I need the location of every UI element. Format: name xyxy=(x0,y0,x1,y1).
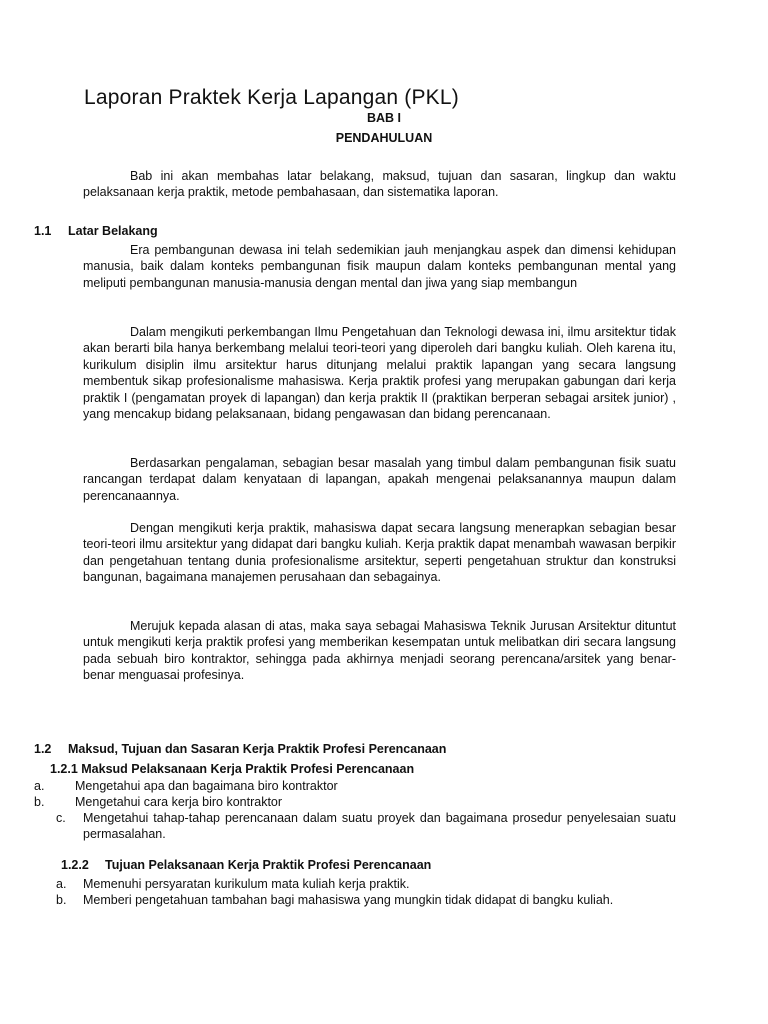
document-title: Laporan Praktek Kerja Lapangan (PKL) xyxy=(84,86,459,109)
section-title: Latar Belakang xyxy=(68,224,158,238)
list-item xyxy=(56,810,676,843)
list-item-text: Mengetahui apa dan bagaimana biro kontraktor xyxy=(75,779,338,793)
section-title: Maksud, Tujuan dan Sasaran Kerja Praktik Profesi Perencanaan xyxy=(68,742,447,756)
list-item xyxy=(56,892,676,908)
section-number: 1.2.2 xyxy=(61,858,89,872)
paragraph-4: Dengan mengikuti kerja praktik, mahasiswa dapat secara langsung menerapkan sebagian besar teori-teori ilmu arsitektur yang didapat dari bangku kuliah. Kerja praktik dapat menambah wawasan berpikir dan pengetahuan tentang dunia profesionalisme arsitektur, seperti pengetahuan struktur dan konstruksi bangunan, bagaimana manajemen perusahaan dan sebagainya. xyxy=(83,521,676,585)
list-item-text: Mengetahui cara kerja biro kontraktor xyxy=(75,795,283,809)
section-number: 1.2 xyxy=(34,742,52,756)
list-item xyxy=(56,876,676,892)
list-item-text: Memberi pengetahuan tambahan bagi mahasiswa yang mungkin tidak didapat di bangku kuliah. xyxy=(83,893,614,907)
section-title: Tujuan Pelaksanaan Kerja Praktik Profesi Perencanaan xyxy=(105,858,432,872)
list-item xyxy=(34,778,676,794)
intro-paragraph: Bab ini akan membahas latar belakang, maksud, tujuan dan sasaran, lingkup dan waktu pelaksanaan kerja praktik, metode pembahasaan, dan sistematika laporan. xyxy=(83,169,676,200)
paragraph-5: Merujuk kepada alasan di atas, maka saya sebagai Mahasiswa Teknik Jurusan Arsitektur dituntut untuk mengikuti kerja praktik profesi yang memberikan kesempatan untuk melibatkan diri secara langsung pada sebuah biro kontraktor, sehingga pada akhirnya menjadi seorang perencana/arsitek yang benar-benar menguasai profesinya. xyxy=(83,619,676,683)
chapter-number: BAB I xyxy=(366,111,402,125)
list-item-text: Memenuhi persyaratan kurikulum mata kuliah kerja praktik. xyxy=(83,877,410,891)
section-1-1-heading xyxy=(34,224,158,238)
list-item-text: Mengetahui tahap-tahap perencanaan dalam suatu proyek dan bagaimana prosedur penyelesaian suatu permasalahan. xyxy=(83,811,676,842)
chapter-title: PENDAHULUAN xyxy=(335,131,433,145)
paragraph-3: Berdasarkan pengalaman, sebagian besar masalah yang timbul dalam pembangunan fisik suatu rancangan terdapat dalam kenyataan di lapangan, apakah mengenai pelaksanannya maupun dalam perencanaannya. xyxy=(83,456,676,503)
list-item xyxy=(34,794,676,810)
paragraph-2: Dalam mengikuti perkembangan Ilmu Pengetahuan dan Teknologi dewasa ini, ilmu arsitektur tidak akan berarti bila hanya berkembang melalui teori-teori yang diperoleh dari bangku kuliah. Oleh karena itu, kurikulum disiplin ilmu arsitektur harus ditunjang melalui praktik lapangan yang secara langsung membentuk sikap profesionalisme mahasiswa. Kerja praktik profesi yang merupakan gabungan dari kerja praktik I (pengamatan proyek di lapangan) dan kerja praktik II (praktikan berperan sebagai arsitek junior) , yang mencakup bidang pelaksanaan, bidang pengawasan dan bidang perencanaan. xyxy=(83,325,676,422)
section-1-2-2-heading xyxy=(61,858,431,872)
section-1-2-1-heading: 1.2.1 Maksud Pelaksanaan Kerja Praktik Profesi Perencanaan xyxy=(50,762,415,776)
list-marker: b. xyxy=(56,893,67,907)
paragraph-1: Era pembangunan dewasa ini telah sedemikian jauh menjangkau aspek dan dimensi kehidupan manusia, baik dalam konteks pembangunan fisik maupun dalam konteks pembangunan mental yang meliputi pembangunan manusia-manusia dengan mental dan jiwa yang siap membangun xyxy=(83,243,676,290)
list-marker: c. xyxy=(56,811,66,825)
list-marker: a. xyxy=(34,779,45,793)
section-number: 1.1 xyxy=(34,224,52,238)
section-1-2-heading xyxy=(34,742,446,756)
list-marker: a. xyxy=(56,877,67,891)
list-marker: b. xyxy=(34,795,45,809)
